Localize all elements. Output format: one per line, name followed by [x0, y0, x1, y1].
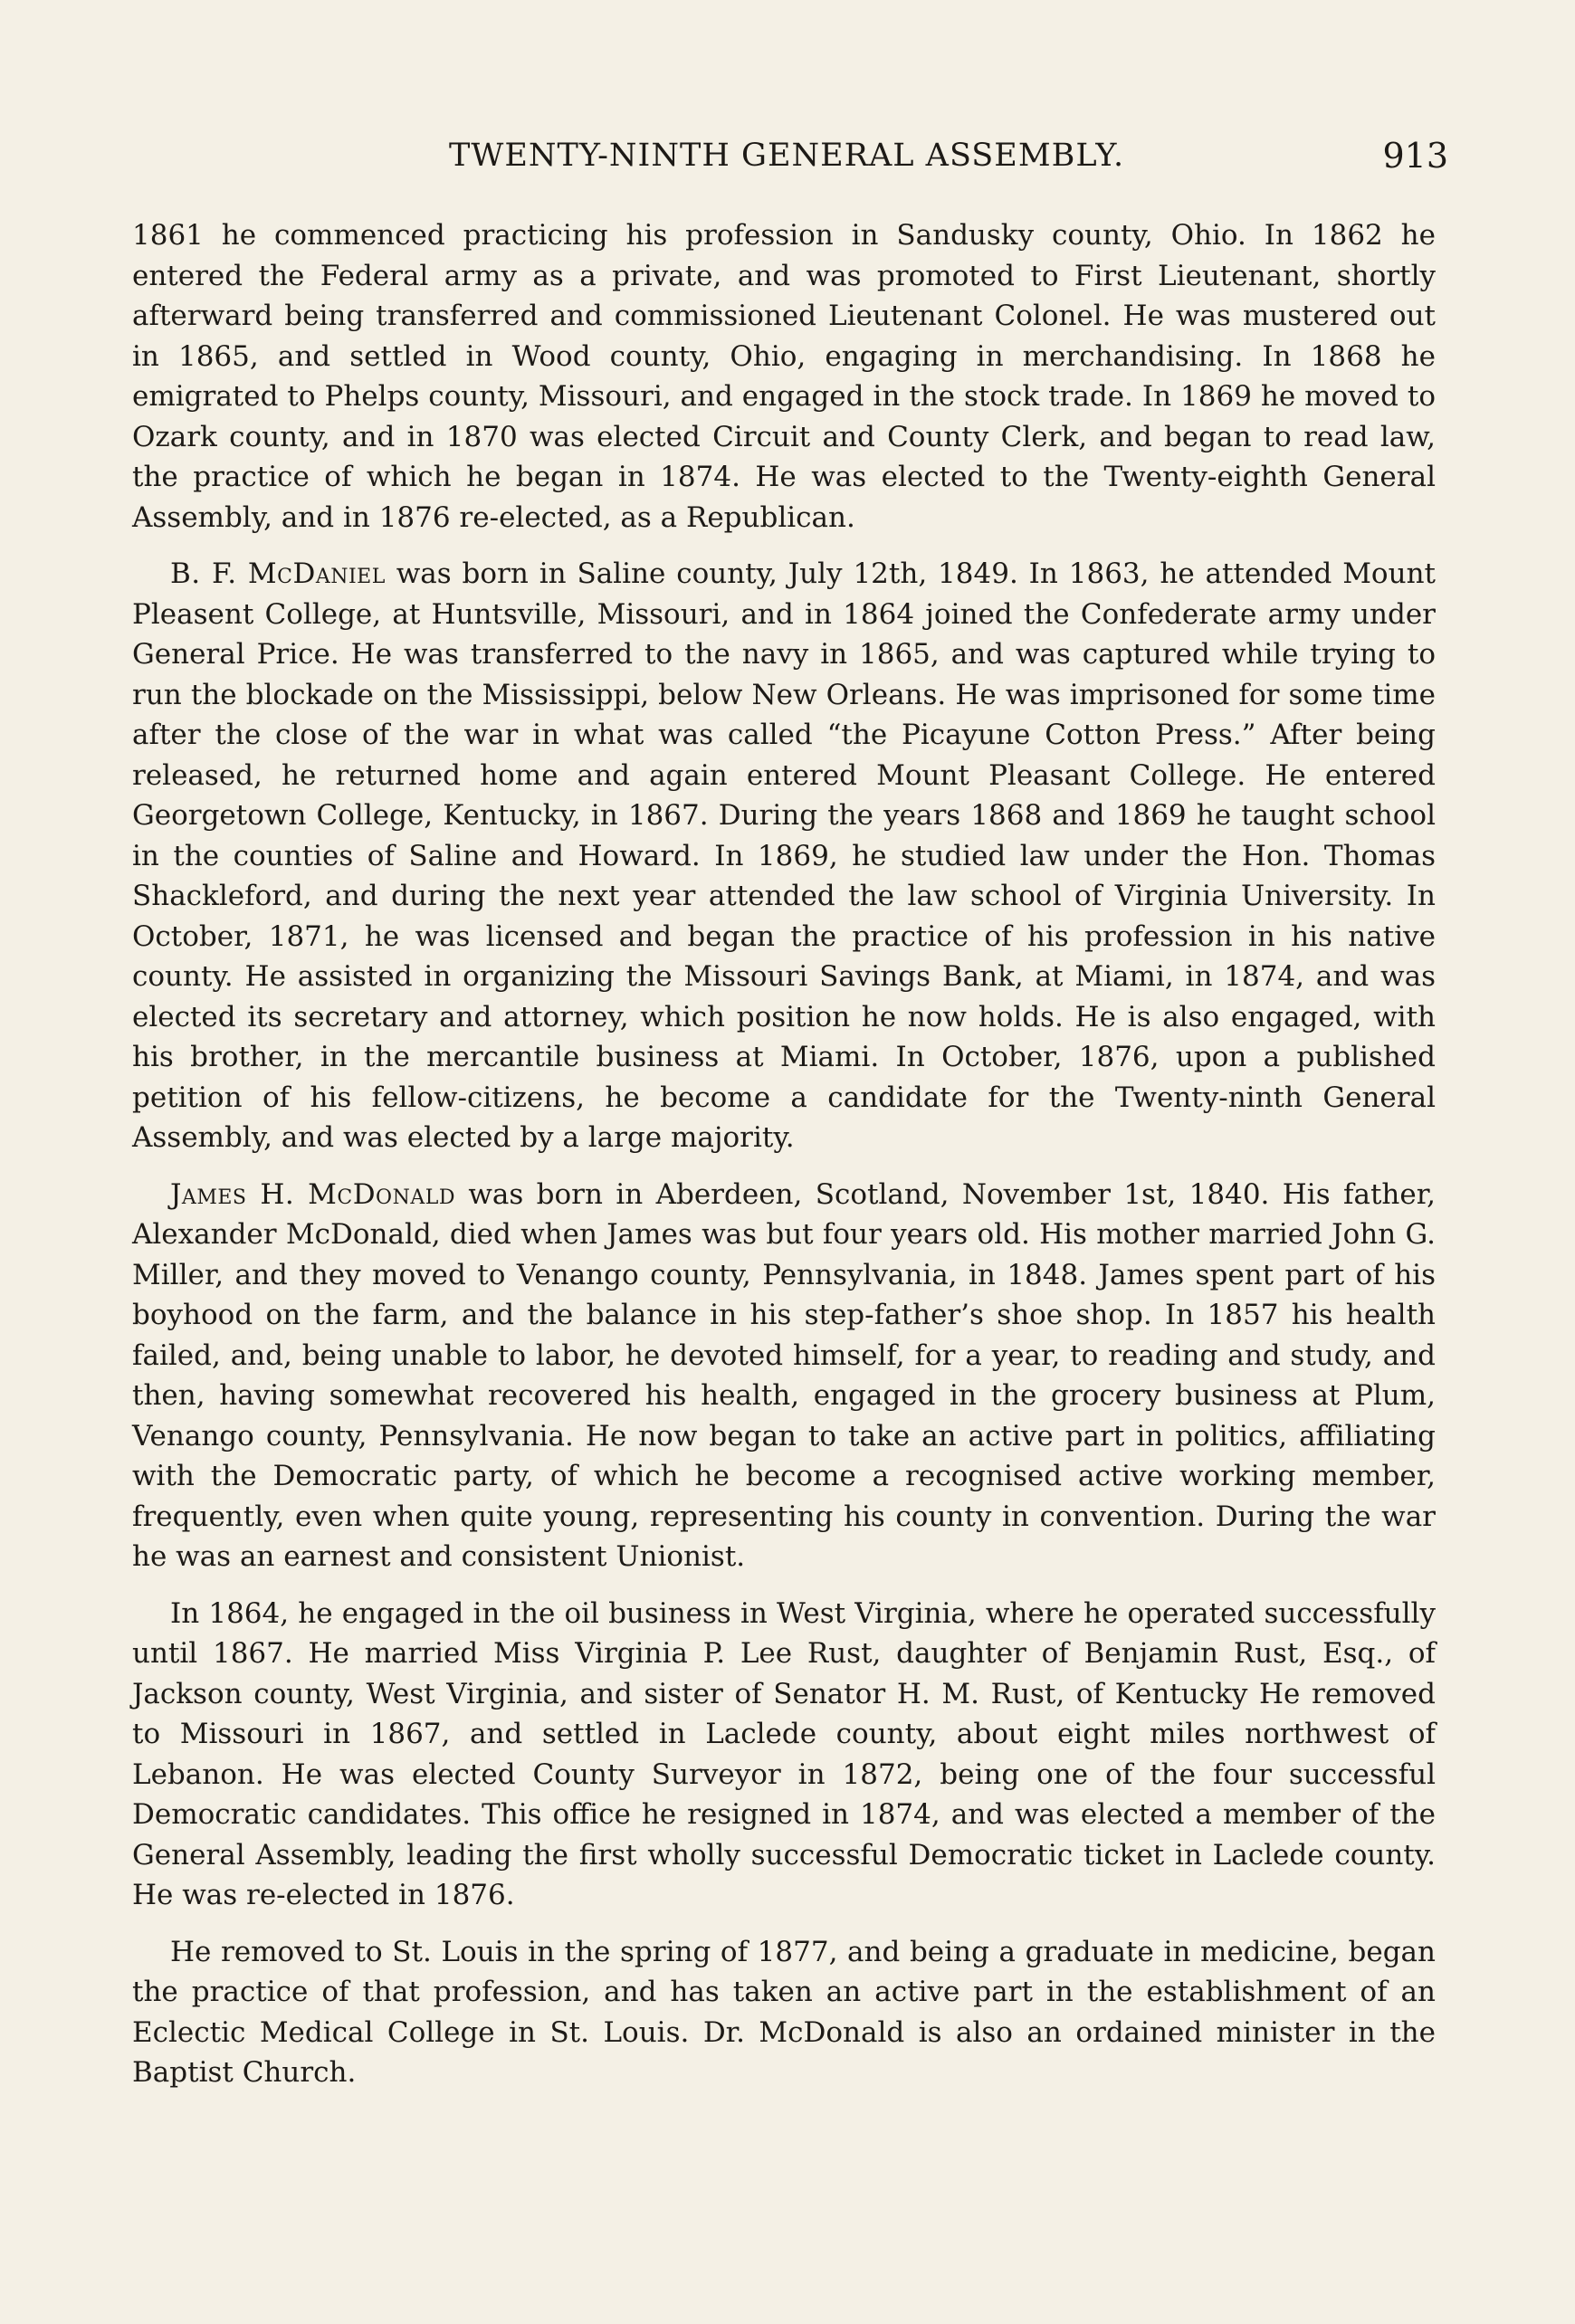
- paragraph-text: was born in Aberdeen, Scotland, November 1st, 1840. His father, Alexander McDonald, died when James was but four years old. His mother married John G. Miller, and they moved to Venango county, Pennsylvania, in 1848. James spent part of his boyhood on the farm, and the balance in his step-father’s shoe shop. In 1857 his health failed, and, being unable to labor, he devoted himself, for a year, to reading and study, and then, having somewhat recovered his health, engaged in the grocery business at Plum, Venango county, Pennsylvania. He now began to take an active part in politics, affiliating with the Democratic party, of which he become a recognised active working member, frequently, even when quite young, representing his county in convention. During the war he was an earnest and consistent Unionist.: [132, 1177, 1437, 1573]
- running-head: [127, 132, 1448, 179]
- person-name-mcdaniel: B. F. McDaniel: [170, 557, 386, 590]
- running-title: TWENTY-NINTH GENERAL ASSEMBLY.: [449, 138, 1125, 174]
- paragraph-mcdonald: [132, 1175, 1436, 1577]
- paragraph-oil-business: In 1864, he engaged in the oil business in West Virginia, where he operated successfully until 1867. He married Miss Virginia P. Lee Rust, daughter of Benjamin Rust, Esq., of Jackson county, West Virginia, and sister of Senator H. M. Rust, of Kentucky He removed to Missouri in 1867, and settled in Laclede county, about eight miles northwest of Lebanon. He was elected County Surveyor in 1872, being one of the four successful Democratic candidates. This office he resigned in 1874, and was elected a member of the General Assembly, leading the first wholly successful Democratic ticket in Laclede county. He was re-elected in 1876.: [132, 1596, 1436, 1911]
- paragraph-text: was born in Saline county, July 12th, 1849. In 1863, he attended Mount Pleasent College, at Huntsville, Missouri, and in 1864 joined the Confederate army under General Price. He was transferred to the navy in 1865, and was captured while trying to run the blockade on the Mississippi, below New Orleans. He was imprisoned for some time after the close of the war in what was called “the Picayune Cotton Press.” After being released, he returned home and again entered Mount Pleasant College. He entered Georgetown College, Kentucky, in 1867. During the years 1868 and 1869 he taught school in the counties of Saline and Howard. In 1869, he studied law under the Hon. Thomas Shackleford, and during the next year attended the law school of Virginia University. In October, 1871, he was licensed and began the practice of his profession in his native county. He assisted in organizing the Missouri Savings Bank, at Miami, in 1874, and was elected its secretary and attorney, which position he now holds. He is also engaged, with his brother, in the mercantile business at Miami. In October, 1876, upon a published petition of his fellow-citizens, he become a candidate for the Twenty-ninth General Assembly, and was elected by a large majority.: [132, 557, 1436, 1154]
- paragraph-st-louis: He removed to St. Louis in the spring of 1877, and being a graduate in medicine, began the practice of that profession, and has taken an active part in the establishment of an Eclectic Medical College in St. Louis. Dr. McDonald is also an ordained minister in the Baptist Church.: [132, 1935, 1436, 2089]
- page-number: 913: [1382, 136, 1448, 176]
- paragraph-continuation: 1861 he commenced practicing his profession in Sandusky county, Ohio. In 1862 he entered the Federal army as a private, and was promoted to First Lieutenant, shortly afterward being transferred and commissioned Lieutenant Colonel. He was mustered out in 1865, and settled in Wood county, Ohio, engaging in merchandising. In 1868 he emigrated to Phelps county, Missouri, and engaged in the stock trade. In 1869 he moved to Ozark county, and in 1870 was elected Circuit and County Clerk, and began to read law, the practice of which he began in 1874. He was elected to the Twenty-eighth General Assembly, and in 1876 re-elected, as a Republican.: [132, 219, 1436, 534]
- text-body: [132, 215, 1436, 2110]
- person-name-mcdonald: James H. McDonald: [170, 1177, 455, 1211]
- paragraph-mcdaniel: [132, 554, 1436, 1158]
